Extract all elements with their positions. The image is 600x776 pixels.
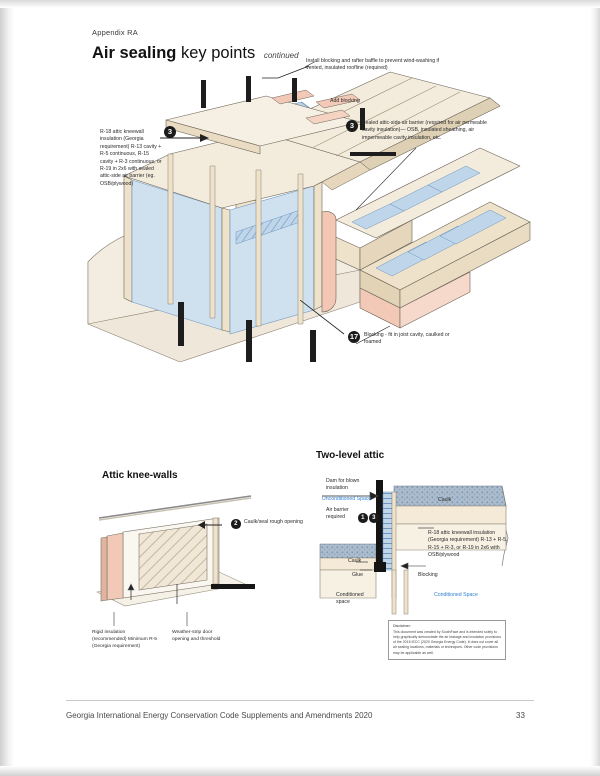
- callout-install-blocking-rafter-baffle: Install blocking and rafter baffle to prevent wind-washing if vented, insulated roofline (required): [306, 58, 440, 72]
- page-edge-shadow-top: [0, 0, 600, 8]
- label-caulk-top: Caulk: [438, 497, 452, 503]
- attic-kneewalls-figure: [95, 488, 255, 623]
- callout-rigid-insulation: Rigid insulation (recommended) Minimum R-5 (Georgia requirement): [92, 630, 157, 649]
- callout-attic-kneewall-insulation: R-18 attic kneewall insulation (Georgia requirement) R-13 cavity + R-5 continuous, R-15 cavity + R-3 continuous, or R-19 in 2x6 with sealed attic-side air barrier (eg. OSB/plywood): [100, 129, 162, 187]
- page-title-bold: Air sealing: [92, 44, 177, 62]
- marker-3-two-level: 3: [369, 513, 379, 523]
- footer-title: Georgia International Energy Conservation Code Supplements and Amendments 2020: [66, 711, 373, 720]
- callout-caulk-seal-rough-opening: Caulk/seal rough opening: [244, 519, 303, 525]
- callout-add-blocking: Add blocking: [330, 98, 360, 104]
- page-edge-shadow-bottom: [0, 766, 600, 776]
- kneewalls-bottom-leaders: [95, 612, 255, 630]
- marker-17-blocking: 17: [349, 332, 359, 342]
- label-conditioned-space-right: Conditioned Space: [434, 592, 478, 598]
- label-dam-for-blown-insulation: Dam for blown insulation: [326, 478, 360, 492]
- label-conditioned-space-left: Conditioned space: [336, 592, 364, 606]
- page-title: [92, 44, 299, 63]
- label-kneewall-insulation-two-level: R-18 attic kneewall insulation (Georgia requirement) R-13 + R-5, R-15 + R-3, or R-19 in 2x6 with OSB/plywood: [428, 530, 508, 559]
- page-title-continued: continued: [263, 51, 299, 60]
- label-air-barrier-required: Air barrier required: [326, 507, 349, 521]
- marker-2-caulk-seal: 2: [231, 519, 241, 529]
- callout-sealed-attic-side-air-barrier: Sealed attic-side air barrier (required for air permeable cavity insulation)— OSB, insulated sheathing, air impermeable cavity insulation, etc.: [362, 120, 487, 141]
- label-caulk-lower: Caulk: [348, 558, 362, 564]
- marker-3-air-barrier: 3: [346, 120, 358, 132]
- disclaimer-box: [388, 620, 506, 660]
- footer-page-number: 33: [516, 711, 525, 720]
- label-blocking: Blocking: [418, 572, 438, 578]
- disclaimer-body: This document was created by SouthFace and is intended solely to help graphically demonstrate the air leakage and insulation provisions of the 2015 IECC (2020 Georgia Energy Code). It does not cover all air sealing locations, materials or techniques. Other code provisions may be applicable as well.: [393, 629, 501, 655]
- two-level-attic-title: Two-level attic: [316, 450, 385, 461]
- marker-3-kneewall: 3: [164, 126, 176, 138]
- callout-blocking-joist-cavity: Blocking - fit in joist cavity, caulked or foamed: [364, 332, 450, 346]
- attic-kneewalls-title: Attic knee-walls: [102, 470, 178, 481]
- kneewalls-caulk-arrow: [196, 518, 232, 532]
- label-unconditioned-space: Unconditioned Space: [322, 496, 372, 502]
- page-edge-shadow-right: [590, 0, 600, 776]
- marker-1-two-level: 1: [358, 513, 368, 523]
- main-figure-top-leader: [262, 64, 310, 86]
- callout-weather-strip-door: Weather-strip door opening and threshold: [172, 630, 221, 642]
- footer-divider: [66, 700, 534, 701]
- page-title-normal: key points: [180, 44, 256, 62]
- disclaimer-heading: Disclaimer:: [393, 624, 411, 628]
- label-glue: Glue: [352, 572, 363, 578]
- appendix-label: Appendix RA: [92, 28, 138, 37]
- page-edge-shadow-left: [0, 0, 14, 776]
